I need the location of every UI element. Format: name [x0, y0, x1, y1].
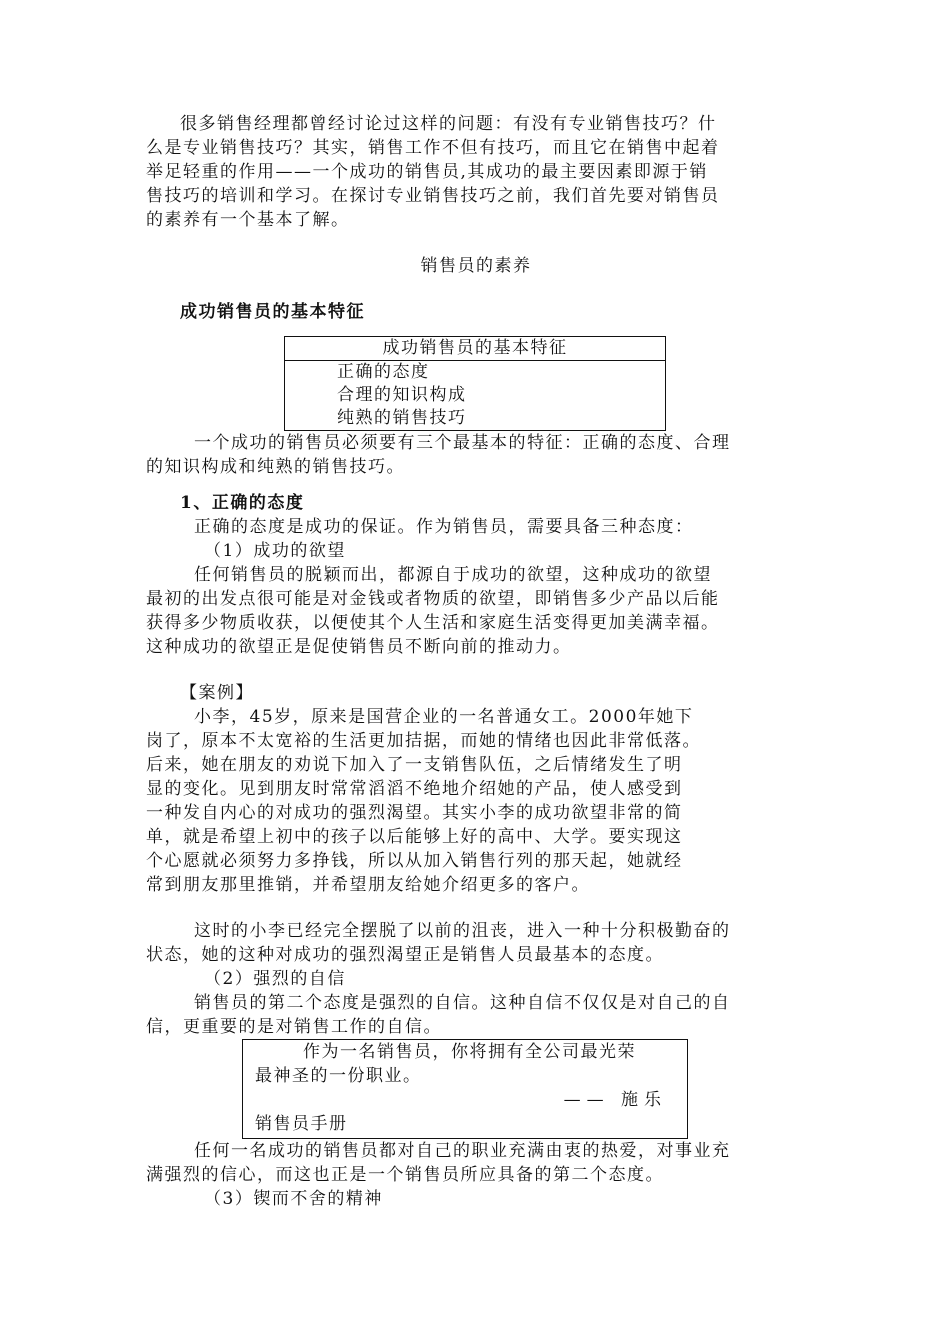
quote-signature: —— 施乐	[563, 1090, 667, 1110]
feature-item: 纯熟的销售技巧	[337, 408, 467, 428]
intro-paragraph	[146, 112, 806, 232]
feature-table-header: 成功销售员的基本特征	[285, 337, 665, 361]
feature-item: 正确的态度	[337, 362, 430, 382]
case-line: 显的变化。见到朋友时常常滔滔不绝地介绍她的产品，使人感受到	[146, 779, 683, 799]
feature-table	[284, 336, 666, 431]
point2-conclusion-line: 满强烈的信心，而这也正是一个销售员所应具备的第二个态度。	[146, 1165, 664, 1185]
intro-line: 售技巧的培训和学习。在探讨专业销售技巧之前，我们首先要对销售员	[146, 186, 720, 206]
point2-title: （2）强烈的自信	[204, 969, 346, 989]
case-paragraph	[146, 705, 806, 897]
case-line: 小李，45岁，原来是国营企业的一名普通女工。2000年她下	[194, 707, 694, 727]
case-line: 一种发自内心的对成功的强烈渴望。其实小李的成功欲望非常的简	[146, 803, 683, 823]
point1-title: （1）成功的欲望	[204, 541, 346, 561]
section-title: 销售员的素养	[420, 256, 532, 276]
conclusion-line: 状态，她的这种对成功的强烈渴望正是销售人员最基本的态度。	[146, 945, 664, 965]
intro-line: 很多销售经理都曾经讨论过这样的问题：有没有专业销售技巧？什	[180, 114, 717, 134]
point1-line: 获得多少物质收获，以便使其个人生活和家庭生活变得更加美满幸福。	[146, 613, 720, 633]
feature-item: 合理的知识构成	[337, 385, 467, 405]
quote-line: 最神圣的一份职业。	[255, 1066, 422, 1086]
quote-line: 作为一名销售员，你将拥有全公司最光荣	[303, 1042, 636, 1062]
attitude-heading: 1、正确的态度	[180, 493, 305, 513]
case-conclusion	[146, 919, 806, 967]
attitude-lead: 正确的态度是成功的保证。作为销售员，需要具备三种态度：	[194, 517, 694, 537]
subsection-title: 成功销售员的基本特征	[180, 302, 365, 322]
intro-line: 举足轻重的作用——一个成功的销售员,其成功的最主要因素即源于销	[146, 162, 708, 182]
quote-source: 销售员手册	[255, 1114, 348, 1134]
point2-conclusion-line: 任何一名成功的销售员都对自己的职业充满由衷的热爱，对事业充	[194, 1141, 731, 1161]
case-line: 岗了，原本不太宽裕的生活更加拮据，而她的情绪也因此非常低落。	[146, 731, 701, 751]
point2-line: 信，更重要的是对销售工作的自信。	[146, 1017, 442, 1037]
summary-line: 一个成功的销售员必须要有三个最基本的特征：正确的态度、合理	[194, 433, 731, 453]
point1-line: 任何销售员的脱颖而出，都源自于成功的欲望，这种成功的欲望	[194, 565, 712, 585]
point2-paragraph	[146, 991, 806, 1039]
document-page	[146, 112, 806, 1211]
case-line: 后来，她在朋友的劝说下加入了一支销售队伍，之后情绪发生了明	[146, 755, 683, 775]
point1-paragraph	[146, 563, 806, 659]
case-line: 个心愿就必须努力多挣钱，所以从加入销售行列的那天起，她就经	[146, 851, 683, 871]
intro-line: 么是专业销售技巧？其实，销售工作不但有技巧，而且它在销售中起着	[146, 138, 720, 158]
intro-line: 的素养有一个基本了解。	[146, 210, 350, 230]
conclusion-line: 这时的小李已经完全摆脱了以前的沮丧，进入一种十分积极勤奋的	[194, 921, 731, 941]
point1-line: 这种成功的欲望正是促使销售员不断向前的推动力。	[146, 637, 572, 657]
point2-conclusion	[146, 1139, 806, 1187]
case-line: 单，就是希望上初中的孩子以后能够上好的高中、大学。要实现这	[146, 827, 683, 847]
point2-line: 销售员的第二个态度是强烈的自信。这种自信不仅仅是对自己的自	[194, 993, 731, 1013]
case-line: 常到朋友那里推销，并希望朋友给她介绍更多的客户。	[146, 875, 590, 895]
point1-line: 最初的出发点很可能是对金钱或者物质的欲望，即销售多少产品以后能	[146, 589, 720, 609]
point3-title: （3）锲而不舍的精神	[204, 1189, 383, 1209]
case-label: 【案例】	[180, 683, 254, 703]
features-summary	[146, 431, 806, 479]
summary-line: 的知识构成和纯熟的销售技巧。	[146, 457, 405, 477]
quote-box	[242, 1039, 688, 1139]
